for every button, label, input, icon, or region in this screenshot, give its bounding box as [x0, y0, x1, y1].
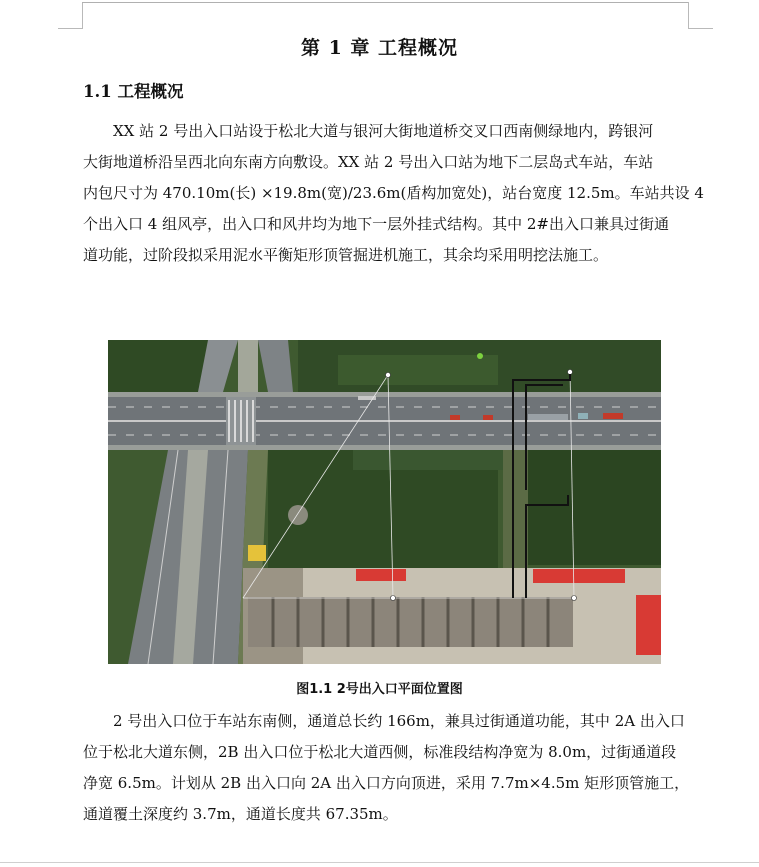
paragraph-line: 位于松北大道东侧，2B 出入口位于松北大道西侧，标准段结构净宽为 8.0m，过街通道段	[83, 743, 677, 761]
paragraph-line: 大街地道桥沿呈西北向东南方向敷设。XX 站 2 号出入口站为地下二层岛式车站，车站	[83, 153, 654, 171]
paragraph-line: 内包尺寸为 470.10m(长) ×19.8m(宽)/23.6m(盾构加宽处)，站台宽度 12.5m。车站共设 4	[83, 184, 704, 202]
paragraph-line: 通道覆土深度约 3.7m，通道长度共 67.35m。	[83, 805, 398, 823]
paragraph-line: XX 站 2 号出入口站设于松北大道与银河大街地道桥交叉口西南侧绿地内，跨银河	[113, 122, 654, 140]
paragraph-line: 净宽 6.5m。计划从 2B 出入口向 2A 出入口方向顶进，采用 7.7m×4.5m 矩形顶管施工，	[83, 774, 690, 792]
page-bottom-rule	[0, 862, 759, 863]
paragraph-exit-description	[83, 706, 689, 830]
paragraph-intro	[83, 116, 704, 271]
header-rule	[82, 2, 688, 3]
site-plan-aerial-image	[108, 340, 661, 664]
section-heading: 1.1 工程概况	[83, 82, 184, 101]
crop-mark-top-right	[688, 2, 713, 29]
chapter-title: 第 1 章 工程概况	[300, 37, 459, 59]
paragraph-line: 个出入口 4 组风亭，出入口和风井均为地下一层外挂式结构。其中 2#出入口兼具过街通	[83, 215, 669, 233]
figure-caption: 图1.1 2号出入口平面位置图	[296, 682, 463, 697]
paragraph-line: 道功能，过阶段拟采用泥水平衡矩形顶管掘进机施工，其余均采用明挖法施工。	[83, 246, 609, 264]
paragraph-line: 2 号出入口位于车站东南侧，通道总长约 166m，兼具过街通道功能，其中 2A 出入口	[113, 712, 685, 730]
crop-mark-top-left	[58, 2, 83, 29]
